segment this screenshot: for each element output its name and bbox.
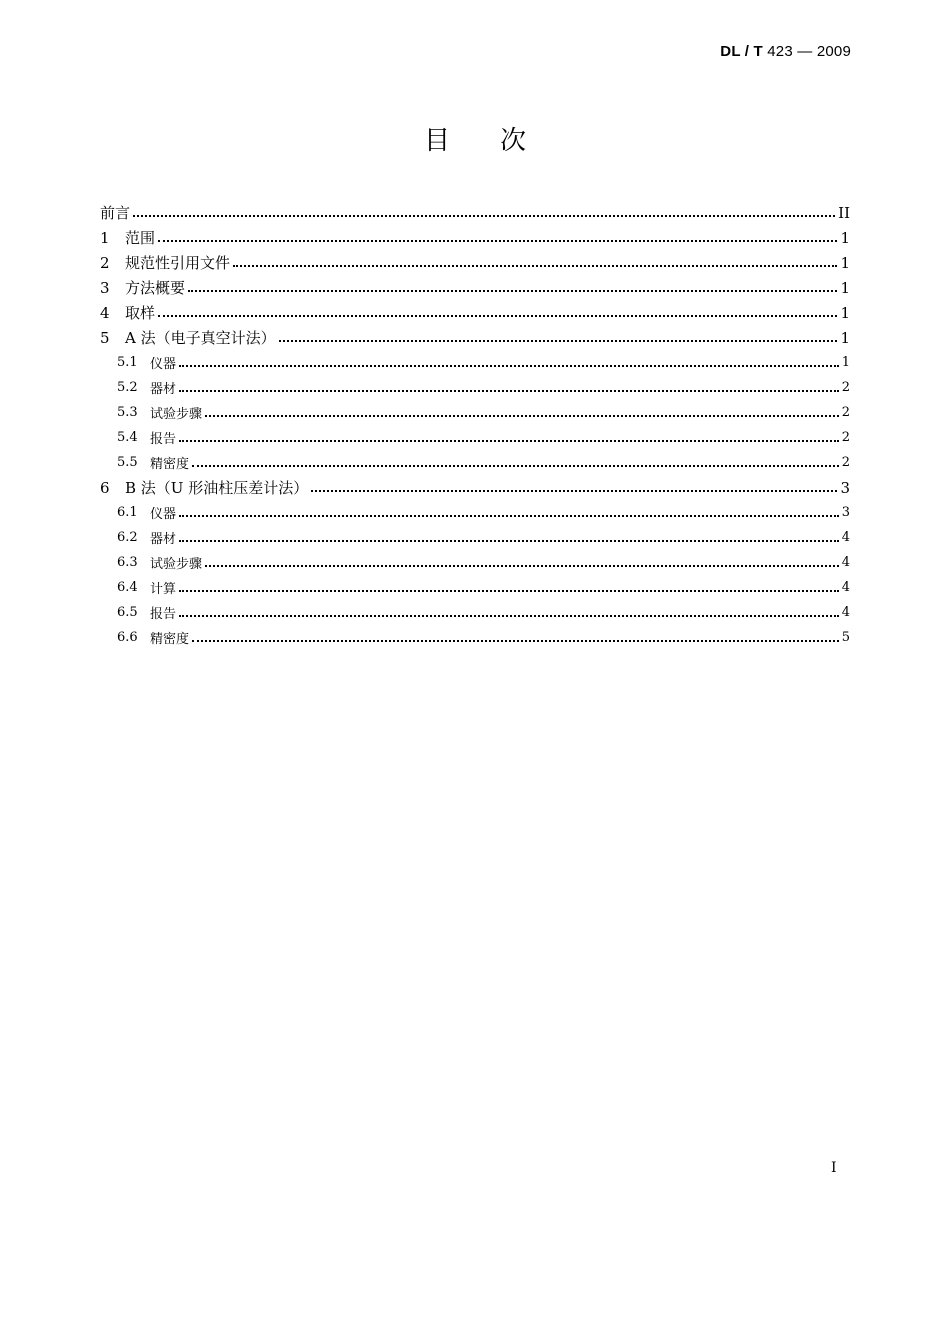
standard-code [720,43,851,60]
toc-entry-number: 6.3 [117,555,138,570]
toc-entry-number: 6.5 [117,605,138,620]
toc-dot-leader [205,565,839,567]
toc-entry-page: 1 [840,228,850,247]
toc-dot-leader [179,390,839,392]
toc-entry-number: 6.2 [117,530,138,545]
toc-dot-leader [158,315,837,317]
toc-entry-number: 4 [100,303,110,322]
toc-entry-page: 5 [841,630,850,645]
toc-dot-leader [179,540,839,542]
table-of-contents [100,200,850,650]
toc-dot-leader [179,440,839,442]
toc-dot-leader [158,240,837,242]
toc-dot-leader [179,515,839,517]
toc-entry-number: 6.4 [117,580,138,595]
toc-entry-page: 1 [840,328,850,347]
toc-entry-page: 4 [841,530,850,545]
toc-entry-label: 前言 [100,204,131,222]
toc-entry[interactable] [100,300,850,325]
toc-entry-label: B 法（U 形油柱压差计法） [125,479,309,497]
toc-entry-page: 2 [841,405,850,420]
toc-entry-label: 精密度 [150,632,190,647]
toc-entry[interactable] [100,475,850,500]
toc-entry-page: II [838,203,850,222]
toc-dot-leader [179,590,839,592]
toc-entry-page: 1 [841,355,850,370]
toc-entry[interactable] [100,225,850,250]
toc-entry-label: 方法概要 [125,279,186,297]
toc-entry-number: 6 [100,478,110,497]
toc-entry-number: 5.2 [117,380,138,395]
toc-dot-leader [192,640,839,642]
standard-code-number: 423 — 2009 [767,43,851,60]
toc-entry[interactable] [100,550,850,575]
toc-dot-leader [133,215,835,217]
toc-entry-number: 5.4 [117,430,138,445]
toc-entry-page: 1 [840,278,850,297]
toc-entry[interactable] [100,350,850,375]
toc-entry-page: 4 [841,605,850,620]
toc-entry-label: 报告 [150,432,177,447]
toc-entry[interactable] [100,450,850,475]
standard-code-prefix: DL / T [720,43,763,60]
toc-entry[interactable] [100,200,850,225]
toc-entry-number: 5.1 [117,355,138,370]
toc-entry-label: 报告 [150,607,177,622]
toc-entry-label: 范围 [125,229,156,247]
toc-dot-leader [179,365,839,367]
toc-entry-page: 2 [841,455,850,470]
toc-entry-page: 1 [840,303,850,322]
page-number: I [831,1160,837,1176]
toc-entry-number: 2 [100,253,110,272]
toc-entry-label: 规范性引用文件 [125,254,231,272]
toc-entry-number: 6.1 [117,505,138,520]
toc-entry-label: 器材 [150,532,177,547]
toc-entry-label: 仪器 [150,357,177,372]
toc-dot-leader [205,415,839,417]
toc-entry[interactable] [100,400,850,425]
toc-entry[interactable] [100,500,850,525]
toc-entry[interactable] [100,625,850,650]
toc-entry-number: 6.6 [117,630,138,645]
toc-entry-number: 5.5 [117,455,138,470]
toc-entry-label: 试验步骤 [150,557,203,572]
toc-entry-label: A 法（电子真空计法） [125,329,276,347]
toc-entry-page: 2 [841,380,850,395]
toc-entry[interactable] [100,250,850,275]
toc-entry-page: 3 [841,505,850,520]
toc-dot-leader [188,290,837,292]
toc-dot-leader [192,465,839,467]
toc-entry-page: 2 [841,430,850,445]
page-title: 目次 [423,126,576,156]
toc-dot-leader [233,265,837,267]
toc-dot-leader [311,490,837,492]
toc-entry-label: 器材 [150,382,177,397]
toc-dot-leader [279,340,838,342]
toc-entry[interactable] [100,575,850,600]
toc-entry-number: 3 [100,278,110,297]
toc-entry-page: 4 [841,580,850,595]
toc-entry-label: 取样 [125,304,156,322]
toc-entry-page: 3 [840,478,850,497]
toc-entry-label: 计算 [150,582,177,597]
toc-entry-label: 试验步骤 [150,407,203,422]
toc-dot-leader [179,615,839,617]
toc-entry-page: 4 [841,555,850,570]
toc-entry[interactable] [100,325,850,350]
toc-entry[interactable] [100,275,850,300]
toc-entry[interactable] [100,525,850,550]
toc-entry[interactable] [100,425,850,450]
toc-entry-page: 1 [840,253,850,272]
toc-entry-number: 1 [100,228,110,247]
toc-entry-number: 5.3 [117,405,138,420]
toc-entry-label: 仪器 [150,507,177,522]
toc-entry-label: 精密度 [150,457,190,472]
toc-entry[interactable] [100,375,850,400]
toc-entry-number: 5 [100,328,110,347]
toc-entry[interactable] [100,600,850,625]
